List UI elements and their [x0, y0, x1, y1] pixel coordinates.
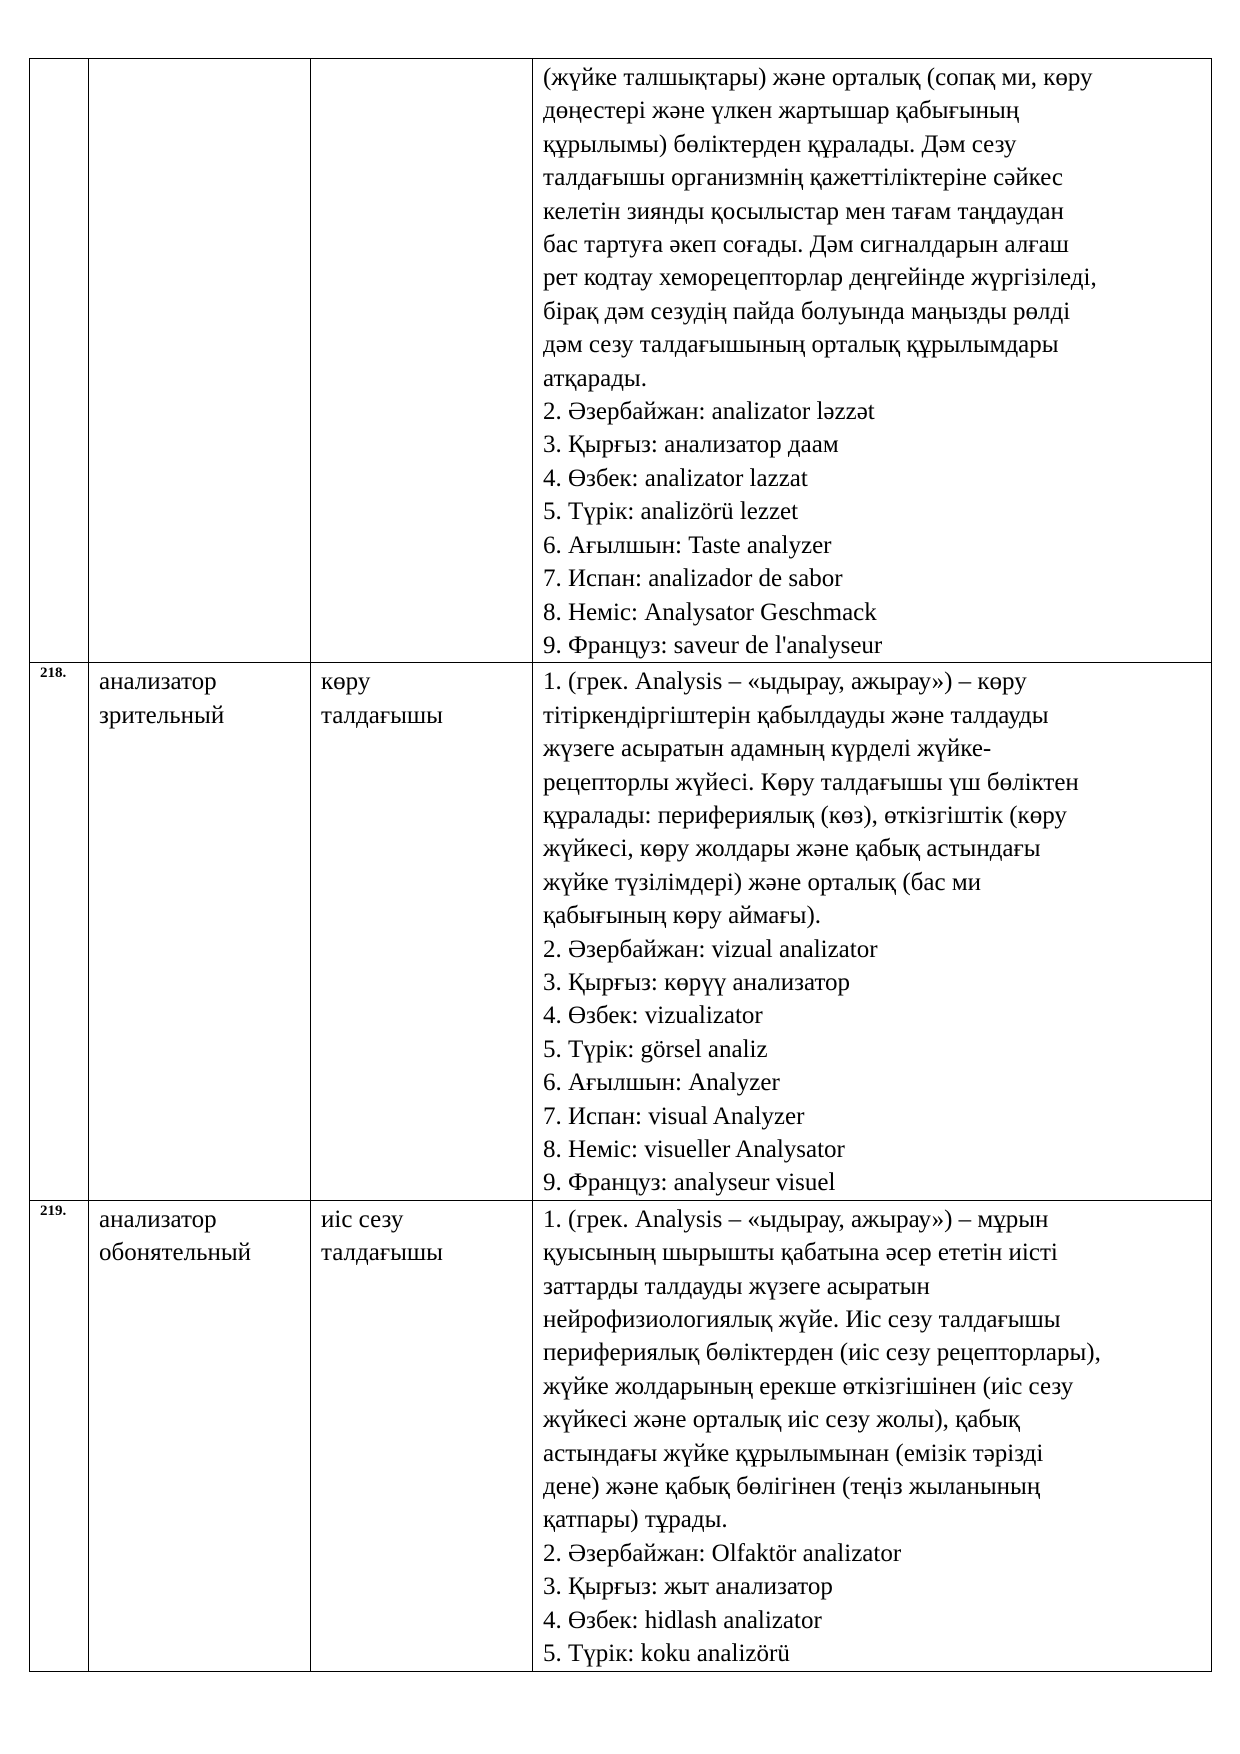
definition-line: 8. Неміс: visueller Analysator — [543, 1136, 845, 1163]
kazakh-term-line: иіс сезу — [321, 1205, 404, 1233]
definition-line: дөңестері және үлкен жартышар қабығының — [543, 97, 1020, 125]
definition-line: 4. Өзбек: vizualizator — [543, 1002, 763, 1030]
definition-line: 3. Қырғыз: жыт анализатор — [543, 1573, 833, 1601]
definition-line: құралады: перифериялық (көз), өткізгіштік (көру — [543, 801, 1067, 829]
kazakh-term-line: талдағышы — [321, 701, 443, 729]
definition-line: 6. Ағылшын: Taste analyzer — [543, 531, 832, 559]
definition-line: 5. Түрік: görsel analiz — [543, 1035, 768, 1063]
definition-cell — [533, 59, 1212, 663]
definition-line: 5. Түрік: analizörü lezzet — [543, 498, 799, 526]
kazakh-term-cell — [311, 59, 533, 663]
definition-line: 1. (грек. Analysis – «ыдырау, ажырау») – мұрын — [543, 1205, 1049, 1233]
definition-line: жүйке түзілімдері) және орталық (бас ми — [543, 868, 982, 896]
definition-line: қатпары) тұрады. — [543, 1506, 728, 1534]
definition-line: тітіркендіргіштерін қабылдауды және талдауды — [543, 701, 1049, 729]
definition-line: 6. Ағылшын: Analyzer — [543, 1069, 780, 1097]
definition-line: 3. Қырғыз: анализатор даам — [543, 431, 839, 459]
definition-cell — [533, 1200, 1212, 1671]
definition-line: 8. Неміс: Analysator Geschmack — [543, 598, 877, 626]
definition-cell — [533, 663, 1212, 1201]
definition-line: астындағы жүйке құрылымынан (емізік тәрізді — [543, 1439, 1044, 1467]
russian-term-cell — [89, 59, 311, 663]
russian-term-cell — [89, 663, 311, 1201]
definition-line: (жүйке талшықтары) және орталық (сопақ ми, көру — [543, 64, 1093, 91]
russian-term-cell — [89, 1200, 311, 1671]
definition-line: заттарды талдауды жүзеге асыратын — [543, 1272, 930, 1300]
definition-line: 7. Испан: analizador de sabor — [543, 565, 843, 593]
russian-term-line: анализатор — [99, 1205, 217, 1233]
definition-line: дәм сезу талдағышының орталық құрылымдары — [543, 331, 1059, 359]
definition-line: 5. Түрік: koku analizörü — [543, 1640, 790, 1668]
definition-line: дене) және қабық бөлігінен (теңіз жыланының — [543, 1473, 1041, 1501]
definition-line: бас тартуға әкеп соғады. Дәм сигналдарын алғаш — [543, 231, 1069, 259]
kazakh-term-cell — [311, 663, 533, 1201]
definition-line: жүйке жолдарының ерекше өткізгішінен (иіс сезу — [543, 1372, 1074, 1400]
definition-line: 2. Әзербайжан: Olfaktör analizator — [543, 1539, 902, 1567]
table-row — [30, 59, 1212, 663]
definition-line: жүйкесі, көру жолдары және қабық астындағы — [543, 835, 1041, 863]
definition-line: 3. Қырғыз: көрүү анализатор — [543, 968, 851, 996]
table-row — [30, 663, 1212, 1201]
definition-line: 2. Әзербайжан: vizual analizator — [543, 935, 878, 963]
definition-line: қуысының шырышты қабатына әсер ететін иісті — [543, 1239, 1058, 1267]
glossary-table — [29, 58, 1212, 1672]
definition-line: бірақ дәм сезудің пайда болуында маңызды рөлді — [543, 297, 1071, 325]
definition-line: 9. Француз: saveur de l'analyseur — [543, 631, 883, 659]
russian-term-line: анализатор — [99, 668, 217, 696]
definition-line: атқарады. — [543, 364, 647, 392]
russian-term-line: зрительный — [99, 701, 225, 729]
term-number: 218. — [40, 665, 67, 682]
glossary-body — [30, 59, 1212, 1672]
kazakh-term-line: көру — [321, 668, 371, 696]
definition-line: 4. Өзбек: analizator lazzat — [543, 464, 808, 492]
definition-line: рет кодтау хеморецепторлар деңгейінде жүргізіледі, — [543, 264, 1097, 292]
definition-line: жүзеге асыратын адамның күрделі жүйке- — [543, 735, 992, 763]
definition-line: талдағышы организмнің қажеттіліктеріне сәйкес — [543, 164, 1064, 192]
definition-line: 7. Испан: visual Analyzer — [543, 1102, 805, 1130]
definition-line: перифериялық бөліктерден (иіс сезу рецепторлары), — [543, 1339, 1101, 1367]
definition-line: келетін зиянды қосылыстар мен тағам таңдаудан — [543, 197, 1064, 225]
definition-line: 4. Өзбек: hidlash analizator — [543, 1606, 822, 1634]
definition-line: рецепторлы жүйесі. Көру талдағышы үш бөліктен — [543, 768, 1079, 796]
term-number-cell — [30, 1200, 89, 1671]
kazakh-term-line: талдағышы — [321, 1239, 443, 1267]
definition-line: нейрофизиологиялық жүйе. Иіс сезу талдағышы — [543, 1306, 1061, 1334]
term-number-cell — [30, 663, 89, 1201]
definition-line: 2. Әзербайжан: analizator ləzzət — [543, 398, 875, 426]
russian-term-line: обонятельный — [99, 1239, 252, 1267]
definition-line: 9. Француз: analyseur visuel — [543, 1169, 836, 1197]
table-row — [30, 1200, 1212, 1671]
definition-line: жүйкесі және орталық иіс сезу жолы), қабық — [543, 1406, 1021, 1434]
definition-line: қабығының көру аймағы). — [543, 902, 822, 930]
definition-line: 1. (грек. Analysis – «ыдырау, ажырау») – көру — [543, 668, 1027, 696]
definition-line: құрылымы) бөліктерден құралады. Дәм сезу — [543, 130, 1017, 158]
term-number-cell — [30, 59, 89, 663]
term-number: 219. — [40, 1202, 67, 1219]
kazakh-term-cell — [311, 1200, 533, 1671]
